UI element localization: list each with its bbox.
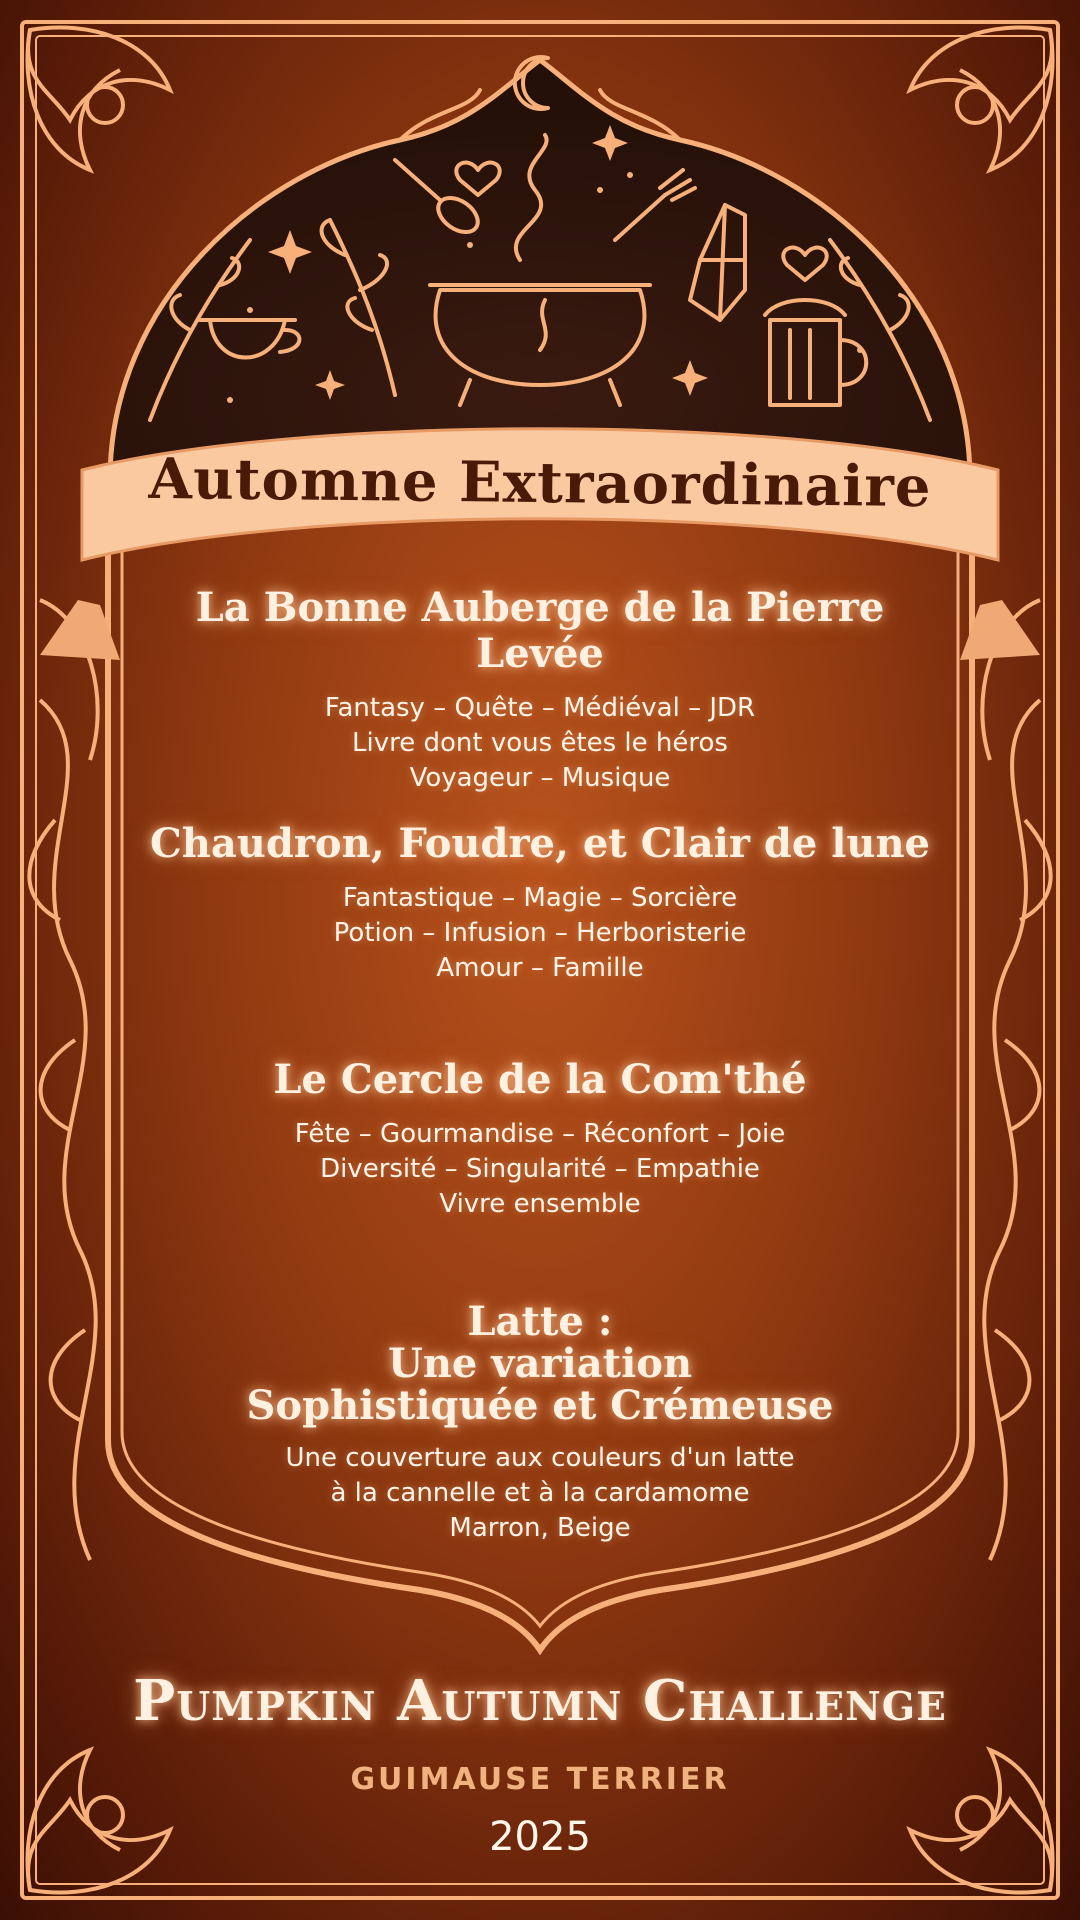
section-title: Chaudron, Foudre, et Clair de lune xyxy=(149,820,931,867)
section-line: à la cannelle et à la cardamome xyxy=(330,1478,750,1508)
section-title: La Bonne Auberge de la Pierre Levée xyxy=(195,584,885,677)
vine-right xyxy=(982,600,1050,1560)
year: 2025 xyxy=(489,1814,591,1860)
author-name: GUIMAUSE TERRIER xyxy=(350,1762,730,1797)
section-chaudron xyxy=(130,821,950,986)
section-title-line: Une variation xyxy=(387,1340,693,1387)
section-title: Le Cercle de la Com'thé xyxy=(273,1056,807,1103)
section-line: Vivre ensemble xyxy=(439,1189,641,1219)
section-line: Diversité – Singularité – Empathie xyxy=(320,1154,760,1184)
section-title xyxy=(130,1298,950,1429)
floral-corner-icon xyxy=(28,28,171,171)
section-title-line: Latte : xyxy=(467,1298,613,1345)
challenge-title: Pumpkin Autumn Challenge xyxy=(133,1668,947,1734)
banner-title: Automne Extraordinaire xyxy=(148,445,932,521)
section-line: Amour – Famille xyxy=(436,953,644,983)
vine-left xyxy=(29,600,97,1560)
section-line: Potion – Infusion – Herboristerie xyxy=(333,918,747,948)
section-cercle xyxy=(130,1057,950,1222)
floral-corner-icon xyxy=(910,28,1053,171)
section-line: Fête – Gourmandise – Réconfort – Joie xyxy=(294,1119,786,1149)
section-auberge xyxy=(130,585,950,796)
section-line: Livre dont vous êtes le héros xyxy=(352,728,728,758)
section-line: Fantastique – Magie – Sorcière xyxy=(342,883,738,913)
section-line: Fantasy – Quête – Médiéval – JDR xyxy=(324,693,756,723)
section-line: Marron, Beige xyxy=(449,1513,631,1543)
section-title-line: Sophistiquée et Crémeuse xyxy=(246,1382,834,1429)
section-line: Voyageur – Musique xyxy=(409,763,671,793)
section-latte xyxy=(130,1298,950,1546)
section-line: Une couverture aux couleurs d'un latte xyxy=(285,1443,795,1473)
